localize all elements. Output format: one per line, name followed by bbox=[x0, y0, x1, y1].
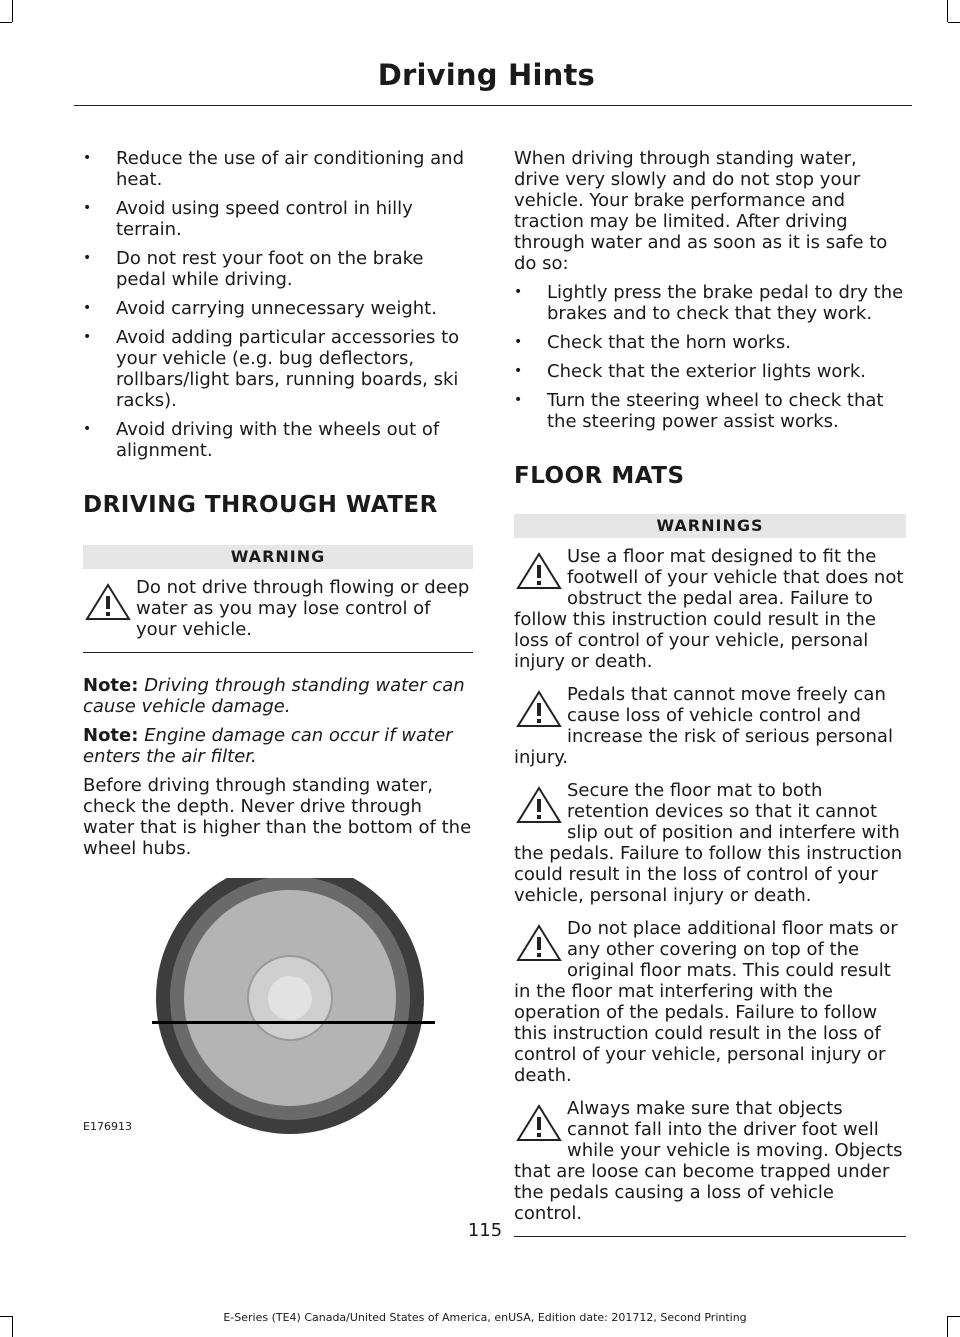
crop-mark-top-right-v bbox=[947, 0, 948, 22]
warning-item bbox=[514, 1098, 906, 1224]
header-divider bbox=[74, 105, 912, 106]
warning-item bbox=[83, 577, 473, 640]
list-item: • Avoid driving with the wheels out of alignment. bbox=[83, 419, 473, 461]
note-label: Note: bbox=[83, 675, 139, 696]
warning-text: Pedals that cannot move freely can cause loss of vehicle control and increase the risk of serious personal injury. bbox=[514, 684, 893, 768]
list-item: • Check that the exterior lights work. bbox=[514, 361, 906, 382]
warning-text: Use a floor mat designed to fit the footwell of your vehicle that does not obstruct the pedal area. Failure to follow this instruction could result in the loss of control of your vehicle, personal injury or death. bbox=[514, 546, 904, 672]
warning-divider bbox=[83, 652, 473, 653]
section-title-floor-mats: FLOOR MATS bbox=[514, 463, 685, 489]
warning-text: Do not place additional floor mats or any other covering on top of the original floor mats. This could result in the floor mat interfering with the operation of the pedals. Failure to follow this instruction could result in the loss of control of your vehicle, personal injury or death. bbox=[514, 918, 898, 1086]
list-item: • Lightly press the brake pedal to dry the brakes and to check that they work. bbox=[514, 282, 906, 324]
after-water-checks-list bbox=[514, 282, 906, 432]
note-label: Note: bbox=[83, 725, 139, 746]
crop-mark-top-left-v bbox=[12, 0, 13, 22]
note-2 bbox=[83, 725, 473, 767]
warning-item bbox=[514, 918, 906, 1086]
left-column bbox=[83, 148, 473, 867]
list-item: • Turn the steering wheel to check that the steering power assist works. bbox=[514, 390, 906, 432]
water-depth-paragraph: Before driving through standing water, check the depth. Never drive through water that is higher than the bottom of the wheel hubs. bbox=[83, 775, 472, 859]
crop-mark-top-right-h bbox=[948, 22, 960, 23]
warning-triangle-icon bbox=[514, 920, 564, 964]
warning-text: Secure the floor mat to both retention devices so that it cannot slip out of position and interfere with the pedals. Failure to follow this instruction could result in the loss of control of your vehicle, personal injury or death. bbox=[514, 780, 903, 906]
list-item: • Avoid carrying unnecessary weight. bbox=[83, 298, 473, 319]
warnings-header: WARNINGS bbox=[514, 514, 906, 538]
list-item: • Avoid adding particular accessories to your vehicle (e.g. bug deflectors, rollbars/light bars, running boards, ski racks). bbox=[83, 327, 473, 411]
warning-triangle-icon bbox=[83, 579, 133, 623]
warning-item bbox=[514, 780, 906, 906]
warning-item bbox=[514, 546, 906, 672]
note-text: Driving through standing water can cause vehicle damage. bbox=[83, 675, 465, 717]
list-item: • Check that the horn works. bbox=[514, 332, 906, 353]
warning-text: Do not drive through flowing or deep water as you may lose control of your vehicle. bbox=[136, 577, 470, 640]
page-header-title: Driving Hints bbox=[377, 58, 595, 92]
page-number: 115 bbox=[467, 1220, 503, 1241]
list-item: • Do not rest your foot on the brake pedal while driving. bbox=[83, 248, 473, 290]
page-footer: E-Series (TE4) Canada/United States of America, enUSA, Edition date: 201712, Second Printing bbox=[223, 1311, 747, 1324]
section-title-driving-through-water: DRIVING THROUGH WATER bbox=[83, 492, 438, 518]
wheel-water-level-illustration bbox=[145, 878, 445, 1138]
warning-triangle-icon bbox=[514, 548, 564, 592]
figure-label: E176913 bbox=[83, 1120, 132, 1133]
note-text: Engine damage can occur if water enters the air filter. bbox=[83, 725, 453, 767]
warning-triangle-icon bbox=[514, 782, 564, 826]
note-1 bbox=[83, 675, 473, 717]
warning-item bbox=[514, 684, 906, 768]
list-item: • Avoid using speed control in hilly terrain. bbox=[83, 198, 473, 240]
warning-triangle-icon bbox=[514, 686, 564, 730]
list-item: • Reduce the use of air conditioning and heat. bbox=[83, 148, 473, 190]
fuel-tips-list bbox=[83, 148, 473, 461]
crop-mark-top-left-h bbox=[0, 22, 12, 23]
warning-triangle-icon bbox=[514, 1100, 564, 1144]
after-water-intro: When driving through standing water, drive very slowly and do not stop your vehicle. Your brake performance and traction may be limited. After driving through water and as soon as it is safe to do so: bbox=[514, 148, 888, 274]
warning-text: Always make sure that objects cannot fall into the driver foot well while your vehicle is moving. Objects that are loose can become trapped under the pedals causing a loss of vehicle control. bbox=[514, 1098, 903, 1224]
warning-header: WARNING bbox=[83, 545, 473, 569]
right-column bbox=[514, 148, 906, 1237]
